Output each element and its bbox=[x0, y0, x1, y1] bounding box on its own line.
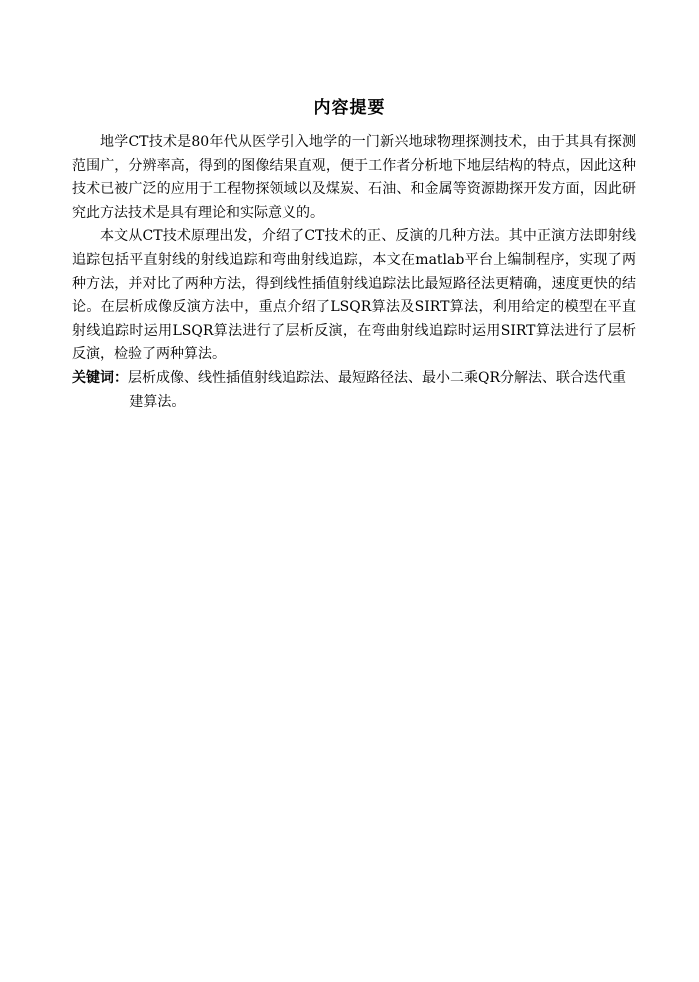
keywords-line bbox=[72, 367, 636, 414]
abstract-body bbox=[72, 131, 636, 414]
keywords-text: 层析成像、线性插值射线追踪法、最短路径法、最小二乘QR分解法、联合迭代重建算法。 bbox=[128, 369, 627, 410]
abstract-paragraph-2: 本文从CT技术原理出发，介绍了CT技术的正、反演的几种方法。其中正演方法即射线追踪包括平直射线的射线追踪和弯曲射线追踪，本文在matlab平台上编制程序，实现了两种方法，并对比了两种方法，得到线性插值射线追踪法比最短路径法更精确，速度更快的结论。在层析成像反演方法中，重点介绍了LSQR算法及SIRT算法，利用给定的模型在平直射线追踪时运用LSQR算法进行了层析反演，在弯曲射线追踪时运用SIRT算法进行了层析反演，检验了两种算法。 bbox=[72, 228, 636, 363]
abstract-paragraph-1: 地学CT技术是80年代从医学引入地学的一门新兴地球物理探测技术，由于其具有探测范围广，分辨率高，得到的图像结果直观，便于工作者分析地下地层结构的特点，因此这种技术已被广泛的应用于工程物探领域以及煤炭、石油、和金属等资源勘探开发方面，因此研究此方法技术是具有理论和实际意义的。 bbox=[72, 134, 636, 221]
keywords-label: 关键词： bbox=[72, 369, 128, 386]
abstract-title: 内容提要 bbox=[313, 98, 386, 118]
